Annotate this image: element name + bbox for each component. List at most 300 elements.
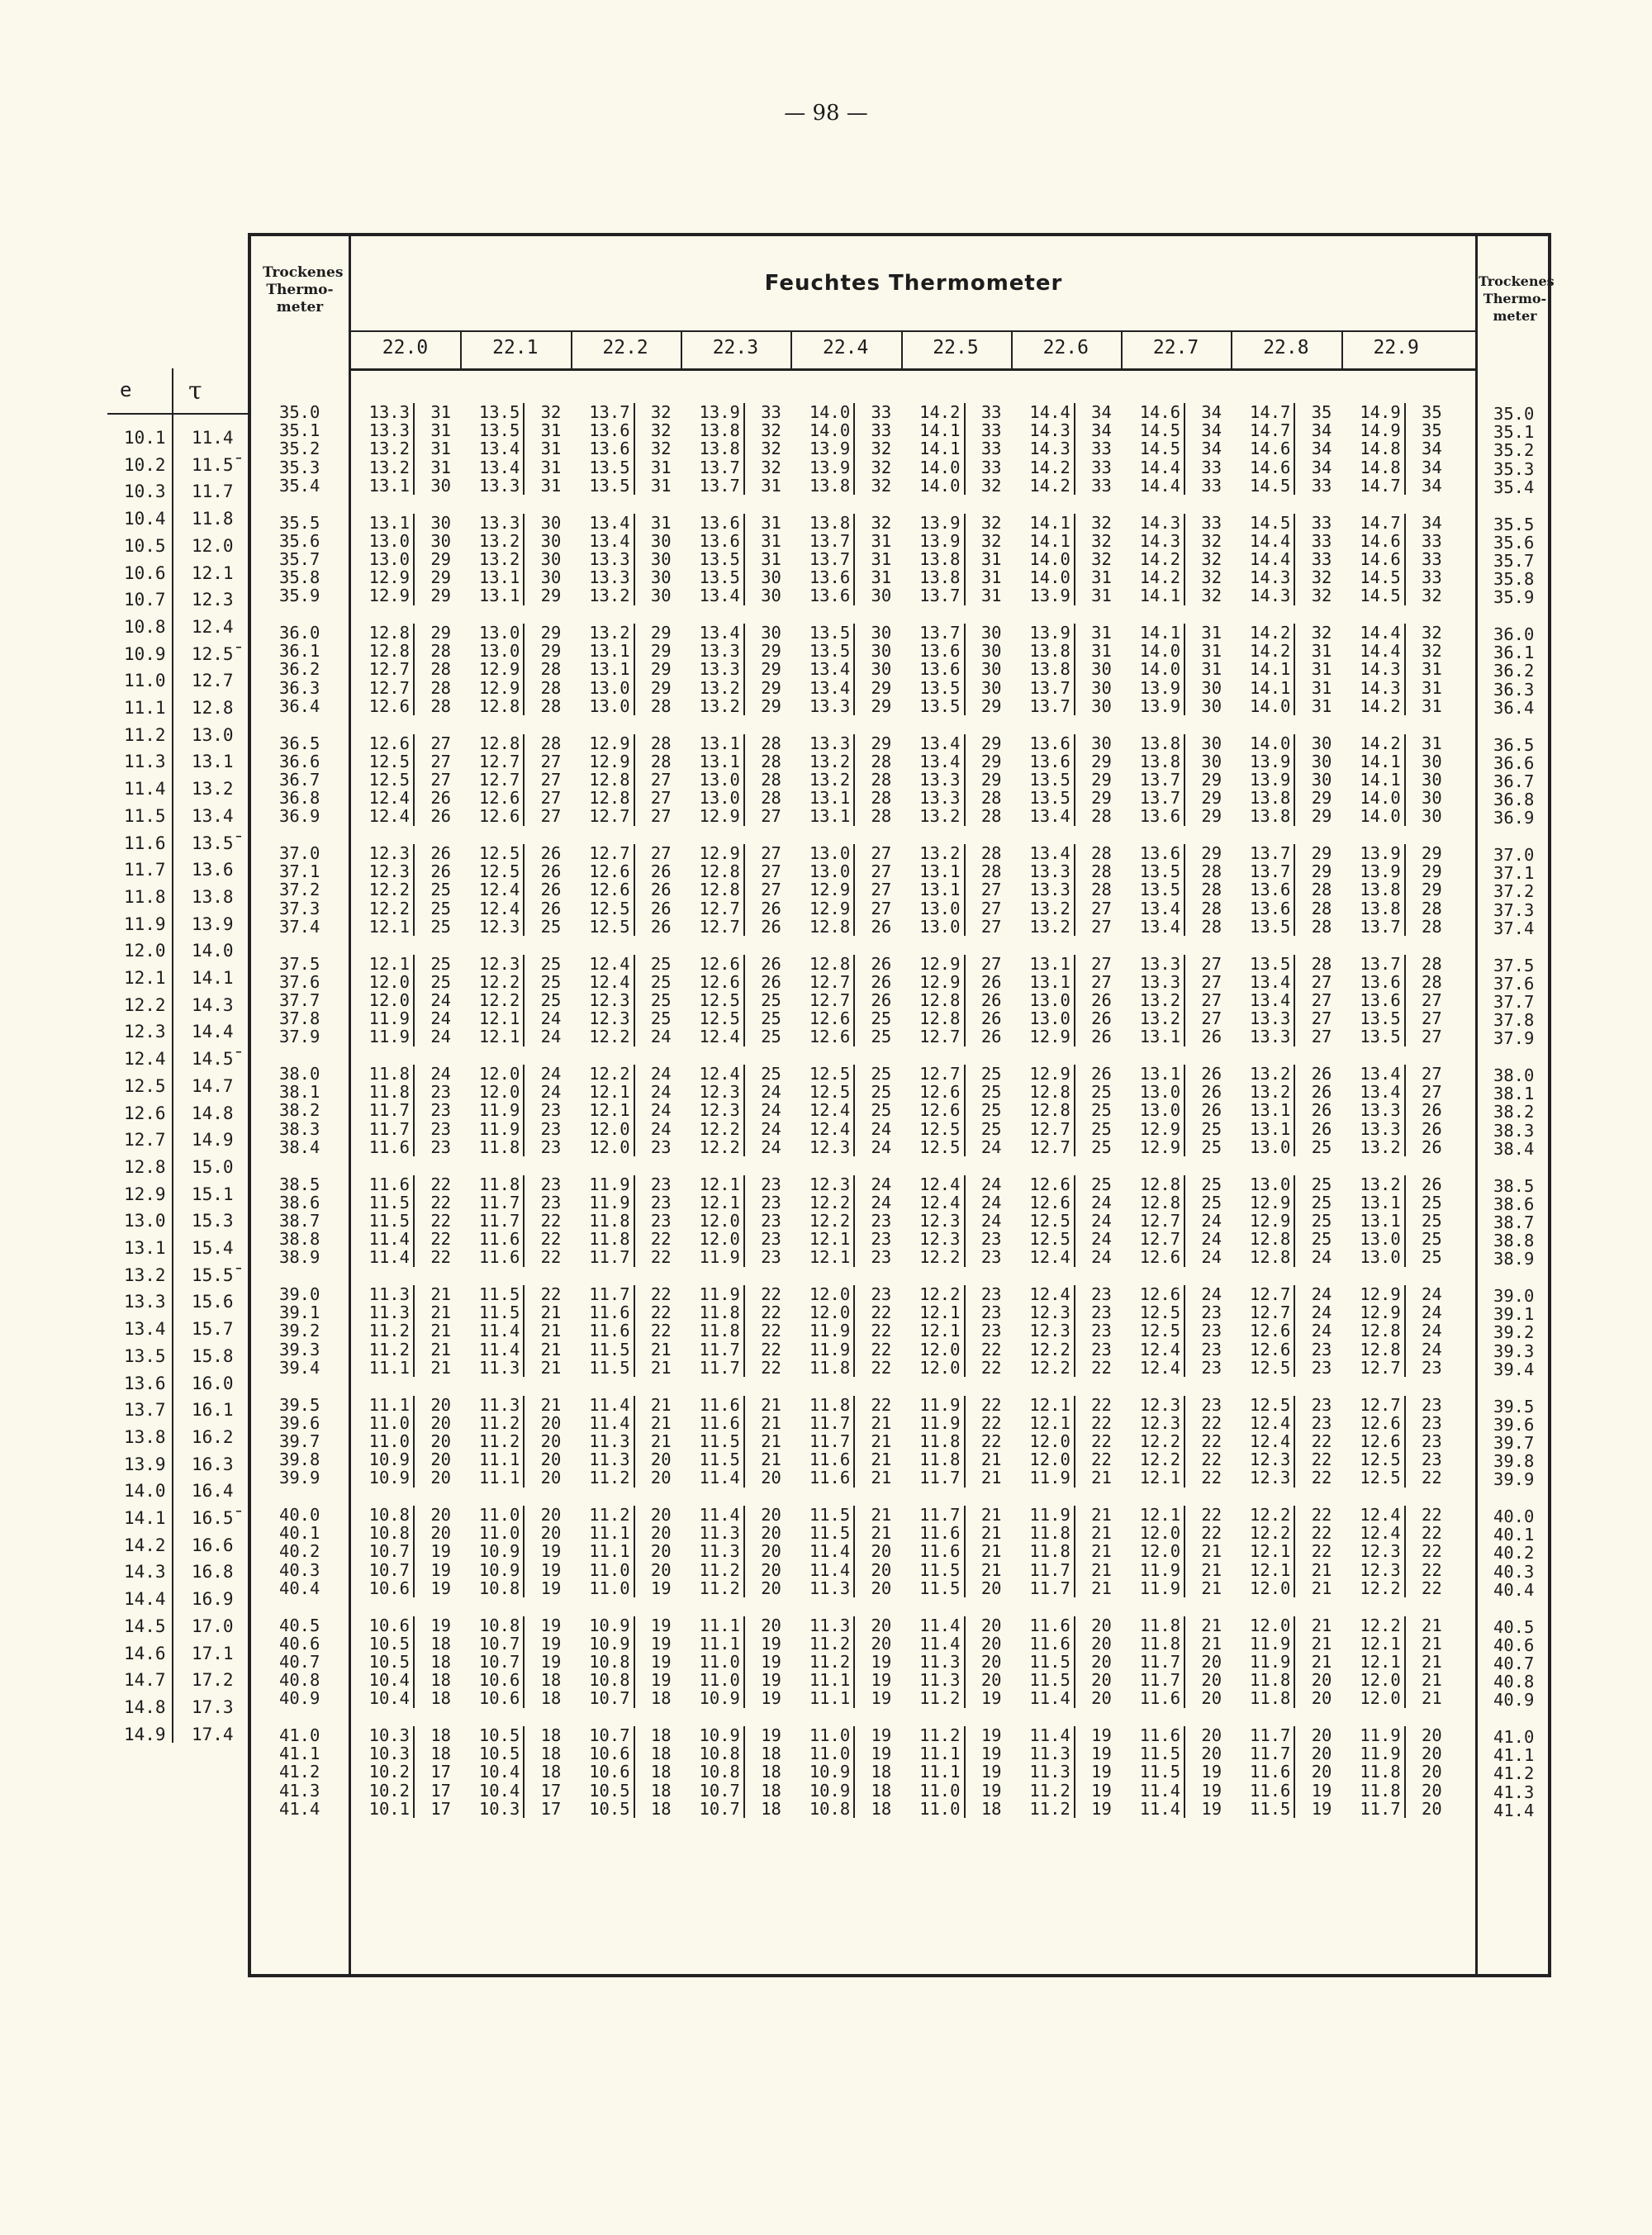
humidity-value: 20: [1311, 1688, 1332, 1709]
dry-temp-value-right: 41.0: [1493, 1727, 1535, 1747]
table-cell: [686, 1506, 781, 1524]
dry-temp-value: 41.2: [279, 1762, 320, 1782]
humidity-value: 18: [871, 1798, 892, 1819]
table-cell: [465, 991, 561, 1009]
humidity-value: 23: [1091, 1339, 1112, 1360]
humidity-value: 26: [761, 971, 781, 992]
dewpoint-value: 12.4: [686, 1065, 745, 1083]
table-cell: [576, 1561, 672, 1579]
dewpoint-value: 12.6: [465, 789, 525, 807]
humidity-value: 30: [1201, 751, 1222, 771]
humidity-value: 24: [1422, 1321, 1442, 1341]
table-cell: [1346, 1450, 1442, 1469]
table-cell: [795, 1065, 891, 1083]
humidity-value: 18: [980, 1798, 1002, 1819]
humidity-value: 25: [1311, 1136, 1332, 1157]
humidity-value: 25: [430, 898, 451, 918]
dry-temp-value-right: 36.6: [1493, 752, 1535, 773]
dewpoint-value: 14.3: [1016, 421, 1075, 439]
table-cell: [1346, 752, 1442, 771]
humidity-value: 17: [430, 1762, 451, 1782]
table-cell: [576, 1065, 672, 1083]
table-cell: [355, 880, 451, 899]
humidity-value: 20: [1201, 1744, 1222, 1764]
table-cell: [355, 1341, 451, 1359]
dewpoint-value: 12.3: [1126, 1396, 1185, 1414]
humidity-value: 33: [980, 439, 1002, 459]
humidity-value: 28: [1311, 898, 1332, 918]
table-cell: [465, 1175, 561, 1193]
table-cell: [795, 1396, 891, 1414]
left-e-value: 14.8: [124, 1696, 166, 1717]
table-cell: [355, 899, 451, 918]
table-cell: [1346, 1800, 1442, 1818]
humidity-value: 23: [650, 1210, 672, 1231]
dewpoint-value: 13.4: [1016, 807, 1075, 825]
dry-temp-value: 35.1: [279, 420, 320, 441]
dewpoint-value: 13.4: [795, 660, 855, 678]
dewpoint-value: 11.0: [795, 1726, 855, 1744]
table-cell: [465, 844, 561, 862]
dewpoint-value: 10.8: [465, 1616, 525, 1635]
dewpoint-value: 12.4: [795, 1120, 855, 1138]
humidity-value: 24: [1422, 1303, 1442, 1323]
dewpoint-value: 11.9: [576, 1175, 635, 1193]
table-cell: [1016, 514, 1112, 532]
table-cell: [465, 862, 561, 880]
dewpoint-value: 12.9: [465, 679, 525, 697]
dewpoint-value: 12.2: [355, 899, 415, 918]
dry-temp-value: 39.4: [279, 1357, 320, 1378]
humidity-value: 28: [650, 695, 672, 716]
table-cell: [576, 421, 672, 439]
dewpoint-value: 12.4: [355, 807, 415, 825]
table-cell: [1346, 1671, 1442, 1689]
humidity-value: 21: [871, 1431, 892, 1451]
table-cell: [906, 1285, 1002, 1303]
humidity-value: 28: [761, 733, 781, 753]
dewpoint-value: 13.4: [1016, 844, 1075, 862]
humidity-value: 33: [871, 402, 892, 422]
table-cell: [1346, 789, 1442, 807]
left-e-value: 10.5: [124, 535, 166, 556]
dewpoint-value: 13.8: [686, 421, 745, 439]
humidity-value: 33: [1311, 530, 1332, 551]
humidity-value: 24: [980, 1136, 1002, 1157]
humidity-value: 31: [1091, 567, 1112, 588]
humidity-value: 20: [1201, 1725, 1222, 1745]
table-cell: [686, 1322, 781, 1340]
wet-temp-column-header: 22.5: [933, 337, 979, 358]
humidity-value: 27: [1091, 971, 1112, 992]
left-tau-value: 15.4: [192, 1238, 234, 1258]
humidity-value: 29: [980, 751, 1002, 771]
humidity-value: 22: [1311, 1468, 1332, 1488]
humidity-value: 20: [650, 1541, 672, 1562]
humidity-value: 24: [1091, 1192, 1112, 1212]
humidity-value: 19: [980, 1780, 1002, 1801]
dewpoint-value: 13.4: [795, 679, 855, 697]
dewpoint-value: 13.5: [576, 477, 635, 495]
table-cell: [1236, 1450, 1332, 1469]
table-cell: [795, 403, 891, 421]
humidity-value: 17: [540, 1798, 562, 1819]
humidity-value: 27: [540, 751, 562, 771]
dry-temp-value-right: 40.8: [1493, 1672, 1535, 1692]
dewpoint-value: 13.7: [1236, 862, 1295, 880]
humidity-value: 19: [540, 1541, 562, 1562]
humidity-value: 31: [1091, 641, 1112, 662]
table-cell: [465, 1009, 561, 1027]
dewpoint-value: 11.1: [795, 1671, 855, 1689]
table-cell: [465, 1083, 561, 1101]
table-cell: [576, 1744, 672, 1763]
table-cell: [1346, 403, 1442, 421]
humidity-value: 24: [1201, 1247, 1222, 1268]
dewpoint-value: 10.6: [576, 1763, 635, 1781]
left-e-value: 10.6: [124, 562, 166, 583]
left-e-value: 13.8: [124, 1426, 166, 1447]
humidity-value: 28: [1311, 953, 1332, 974]
table-cell: [1346, 807, 1442, 825]
table-cell: [355, 1671, 451, 1689]
table-cell: [465, 697, 561, 715]
dewpoint-value: 12.4: [795, 1101, 855, 1119]
dewpoint-value: 13.4: [1126, 918, 1185, 936]
dry-temp-value-right: 39.9: [1493, 1469, 1535, 1490]
dewpoint-value: 11.3: [686, 1542, 745, 1560]
dry-temp-value-right: 38.0: [1493, 1065, 1535, 1085]
humidity-value: 25: [540, 953, 562, 974]
dewpoint-value: 10.9: [355, 1450, 415, 1469]
dewpoint-value: 11.3: [465, 1396, 525, 1414]
table-cell: [1346, 1009, 1442, 1027]
humidity-value: 19: [980, 1688, 1002, 1709]
humidity-value: 25: [980, 1082, 1002, 1103]
dry-temp-value-right: 41.2: [1493, 1763, 1535, 1784]
dewpoint-value: 11.7: [1346, 1800, 1406, 1818]
humidity-value: 17: [540, 1780, 562, 1801]
humidity-value: 25: [1201, 1174, 1222, 1194]
dewpoint-value: 14.3: [1236, 586, 1295, 605]
table-cell: [1126, 807, 1222, 825]
dewpoint-value: 10.8: [795, 1800, 855, 1818]
humidity-value: 30: [871, 623, 892, 643]
humidity-value: 34: [1422, 457, 1442, 477]
dewpoint-value: 11.0: [355, 1414, 415, 1432]
table-cell: [1016, 734, 1112, 752]
dry-temp-value: 40.8: [279, 1670, 320, 1691]
humidity-value: 29: [1091, 769, 1112, 790]
humidity-value: 31: [650, 457, 672, 477]
dewpoint-value: 11.7: [1126, 1653, 1185, 1671]
table-cell: [686, 973, 781, 991]
humidity-value: 27: [980, 953, 1002, 974]
table-cell: [1126, 955, 1222, 973]
table-cell: [576, 1506, 672, 1524]
table-cell: [1346, 1469, 1442, 1487]
humidity-value: 28: [1311, 916, 1332, 937]
humidity-value: 23: [540, 1136, 562, 1157]
table-cell: [1126, 624, 1222, 642]
table-cell: [465, 1653, 561, 1671]
table-cell: [795, 1175, 891, 1193]
dewpoint-value: 12.2: [576, 1065, 635, 1083]
dewpoint-value: 13.2: [686, 697, 745, 715]
table-cell: [906, 1561, 1002, 1579]
dewpoint-value: 12.1: [1126, 1506, 1185, 1524]
humidity-value: 33: [980, 457, 1002, 477]
humidity-value: 30: [1311, 751, 1332, 771]
table-cell: [1126, 1450, 1222, 1469]
dewpoint-value: 12.5: [686, 991, 745, 1009]
dewpoint-value: 10.5: [465, 1744, 525, 1763]
table-cell: [355, 1009, 451, 1027]
dewpoint-value: 12.1: [1236, 1561, 1295, 1579]
dry-temp-value: 35.0: [279, 402, 320, 422]
humidity-value: 19: [871, 1670, 892, 1691]
table-cell: [795, 1009, 891, 1027]
dewpoint-value: 11.6: [355, 1175, 415, 1193]
dewpoint-value: 12.5: [1236, 1396, 1295, 1414]
table-cell: [576, 624, 672, 642]
table-cell: [576, 458, 672, 477]
humidity-value: 20: [871, 1559, 892, 1580]
left-e-value: 13.9: [124, 1454, 166, 1474]
table-cell: [1236, 568, 1332, 586]
table-cell: [1126, 660, 1222, 678]
table-cell: [1346, 1616, 1442, 1635]
humidity-value: 23: [871, 1210, 892, 1231]
humidity-value: 29: [650, 659, 672, 680]
table-cell: [1236, 1285, 1332, 1303]
table-cell: [906, 844, 1002, 862]
humidity-value: 21: [540, 1321, 562, 1341]
dewpoint-value: 12.6: [465, 807, 525, 825]
table-cell: [1126, 403, 1222, 421]
dewpoint-value: 13.7: [686, 458, 745, 477]
humidity-value: 30: [430, 475, 451, 496]
dewpoint-value: 12.9: [355, 586, 415, 605]
table-cell: [1236, 899, 1332, 918]
left-e-value: 13.3: [124, 1292, 166, 1312]
table-cell: [795, 1450, 891, 1469]
dry-temp-value: 39.9: [279, 1468, 320, 1488]
humidity-value: 23: [1091, 1321, 1112, 1341]
humidity-value: 30: [1422, 769, 1442, 790]
table-cell: [1236, 1744, 1332, 1763]
dewpoint-value: 13.1: [1016, 955, 1075, 973]
dewpoint-value: 11.4: [576, 1396, 635, 1414]
humidity-value: 31: [650, 512, 672, 533]
dewpoint-value: 13.8: [795, 477, 855, 495]
dewpoint-value: 11.2: [686, 1579, 745, 1597]
left-tau-value: 16.1: [192, 1400, 234, 1421]
dewpoint-value: 11.6: [906, 1542, 966, 1560]
dewpoint-value: 13.5: [1126, 880, 1185, 899]
dewpoint-value: 12.7: [1126, 1212, 1185, 1230]
humidity-value: 19: [980, 1725, 1002, 1745]
dewpoint-value: 12.7: [1016, 1120, 1075, 1138]
table-cell: [906, 586, 1002, 605]
humidity-value: 30: [540, 567, 562, 588]
humidity-value: 19: [540, 1633, 562, 1654]
dry-temp-value: 39.2: [279, 1321, 320, 1341]
humidity-value: 25: [650, 1008, 672, 1029]
dewpoint-value: 13.3: [576, 568, 635, 586]
left-e-value: 12.8: [124, 1156, 166, 1177]
table-cell: [795, 918, 891, 936]
dewpoint-value: 12.2: [686, 1138, 745, 1156]
table-cell: [465, 1432, 561, 1450]
humidity-value: 31: [1422, 733, 1442, 753]
humidity-value: 25: [761, 1027, 781, 1047]
dewpoint-value: 11.5: [355, 1212, 415, 1230]
table-cell: [906, 439, 1002, 458]
dewpoint-value: 11.0: [686, 1653, 745, 1671]
table-cell: [1126, 734, 1222, 752]
dewpoint-value: 14.4: [1346, 642, 1406, 660]
dewpoint-value: 12.0: [686, 1230, 745, 1248]
dewpoint-value: 14.0: [1126, 642, 1185, 660]
dewpoint-value: 12.6: [1236, 1322, 1295, 1340]
dewpoint-value: 14.1: [1126, 624, 1185, 642]
dewpoint-value: 11.0: [576, 1579, 635, 1597]
table-cell: [1236, 918, 1332, 936]
humidity-value: 28: [430, 677, 451, 698]
humidity-value: 31: [1201, 641, 1222, 662]
dewpoint-value: 13.7: [1016, 679, 1075, 697]
dewpoint-value: 13.2: [1016, 918, 1075, 936]
dewpoint-value: 12.2: [686, 1120, 745, 1138]
humidity-value: 18: [430, 1688, 451, 1709]
table-cell: [576, 1635, 672, 1653]
table-cell: [795, 1120, 891, 1138]
left-tau-value: 11.5̄: [192, 454, 234, 475]
humidity-value: 24: [540, 1064, 562, 1084]
table-cell: [355, 807, 451, 825]
humidity-value: 30: [761, 586, 781, 606]
humidity-value: 23: [1311, 1394, 1332, 1415]
dewpoint-value: 11.8: [576, 1230, 635, 1248]
table-cell: [465, 403, 561, 421]
dry-temp-value-right: 36.1: [1493, 643, 1535, 663]
dewpoint-value: 11.6: [686, 1396, 745, 1414]
dewpoint-value: 13.2: [1236, 1083, 1295, 1101]
humidity-value: 28: [1311, 880, 1332, 900]
table-cell: [1346, 1653, 1442, 1671]
humidity-value: 28: [980, 806, 1002, 827]
left-tau-value: 14.5̄: [192, 1049, 234, 1070]
dewpoint-value: 13.6: [1016, 752, 1075, 771]
table-cell: [1126, 1469, 1222, 1487]
humidity-value: 28: [1422, 898, 1442, 918]
humidity-value: 19: [1091, 1744, 1112, 1764]
humidity-value: 27: [1201, 971, 1222, 992]
humidity-value: 21: [1422, 1688, 1442, 1709]
dewpoint-value: 14.0: [1016, 568, 1075, 586]
dewpoint-value: 12.3: [1346, 1561, 1406, 1579]
humidity-value: 33: [1091, 475, 1112, 496]
table-cell: [1126, 477, 1222, 495]
humidity-value: 32: [871, 457, 892, 477]
left-tau-value: 12.5̄: [192, 643, 234, 664]
dewpoint-value: 14.1: [1126, 586, 1185, 605]
humidity-value: 29: [430, 623, 451, 643]
humidity-value: 27: [871, 843, 892, 863]
dewpoint-value: 12.7: [686, 918, 745, 936]
humidity-value: 22: [980, 1431, 1002, 1451]
table-cell: [686, 734, 781, 752]
humidity-value: 21: [980, 1559, 1002, 1580]
humidity-value: 21: [1422, 1651, 1442, 1672]
table-cell: [576, 477, 672, 495]
table-cell: [355, 624, 451, 642]
humidity-value: 22: [1091, 1450, 1112, 1470]
dewpoint-value: 10.7: [576, 1689, 635, 1707]
dewpoint-value: 12.7: [795, 991, 855, 1009]
table-cell: [465, 1027, 561, 1046]
humidity-value: 26: [871, 971, 892, 992]
table-cell: [1346, 1101, 1442, 1119]
dewpoint-value: 11.2: [906, 1689, 966, 1707]
dewpoint-value: 10.9: [576, 1635, 635, 1653]
dewpoint-value: 11.6: [1126, 1689, 1185, 1707]
dewpoint-value: 13.0: [1236, 1138, 1295, 1156]
left-tau-value: 14.3: [192, 994, 234, 1015]
humidity-value: 31: [430, 402, 451, 422]
humidity-value: 24: [430, 989, 451, 1010]
table-cell: [576, 1230, 672, 1248]
table-cell: [355, 1689, 451, 1707]
dry-temp-value: 40.9: [279, 1688, 320, 1709]
dewpoint-value: 10.3: [355, 1726, 415, 1744]
table-cell: [1236, 1653, 1332, 1671]
dry-temp-value-right: 38.5: [1493, 1175, 1535, 1196]
table-cell: [1016, 1671, 1112, 1689]
dry-temp-value-right: 40.0: [1493, 1507, 1535, 1526]
dewpoint-value: 14.8: [1346, 439, 1406, 458]
dewpoint-value: 14.3: [1236, 568, 1295, 586]
humidity-value: 29: [1201, 843, 1222, 863]
humidity-value: 18: [540, 1670, 562, 1691]
table-cell: [795, 1506, 891, 1524]
dry-temp-value-right: 37.0: [1493, 845, 1535, 865]
humidity-value: 22: [540, 1284, 562, 1304]
dewpoint-value: 13.9: [1016, 624, 1075, 642]
table-cell: [686, 1744, 781, 1763]
humidity-value: 33: [1422, 530, 1442, 551]
table-cell: [795, 1230, 891, 1248]
table-cell: [686, 660, 781, 678]
table-cell: [686, 1469, 781, 1487]
humidity-value: 19: [761, 1651, 781, 1672]
humidity-value: 29: [540, 641, 562, 662]
dewpoint-value: 13.4: [465, 439, 525, 458]
humidity-value: 33: [761, 402, 781, 422]
dewpoint-value: 12.0: [1126, 1524, 1185, 1542]
humidity-value: 21: [650, 1431, 672, 1451]
humidity-value: 32: [980, 512, 1002, 533]
dewpoint-value: 13.3: [686, 642, 745, 660]
humidity-value: 26: [430, 806, 451, 827]
dry-temp-value-right: 36.3: [1493, 679, 1535, 700]
left-tau-value: 12.4: [192, 616, 234, 637]
left-e-value: 12.9: [124, 1184, 166, 1204]
dewpoint-value: 11.7: [576, 1248, 635, 1266]
table-cell: [355, 1524, 451, 1542]
humidity-value: 20: [1422, 1762, 1442, 1782]
